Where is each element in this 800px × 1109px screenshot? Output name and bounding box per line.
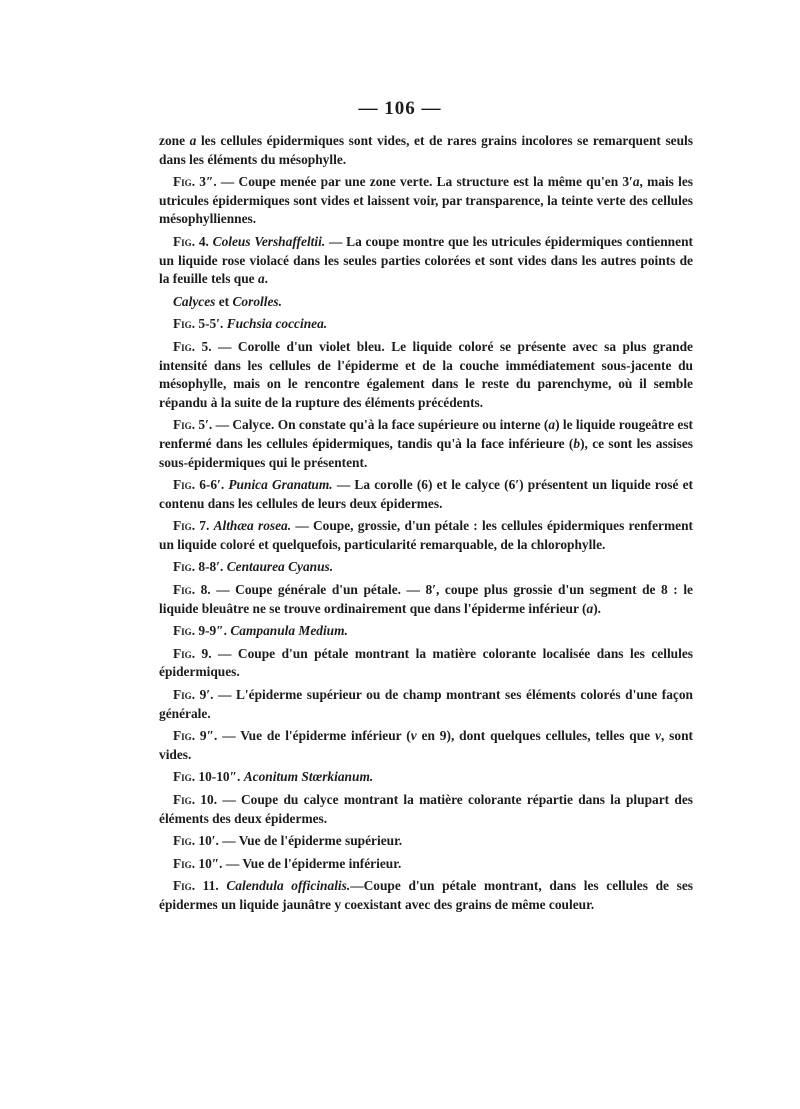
text-run: ), ce sont les assises sous-épidermiques qui le présentent. xyxy=(159,435,693,470)
italic-term: Calendula officinalis. xyxy=(226,878,351,894)
text-run: . 10″. — Vue de l'épiderme inférieur. xyxy=(191,855,402,871)
text-run: . 9′. — L'épiderme supérieur ou de champ montrant ses éléments colorés d'une façon générale. xyxy=(159,687,693,721)
paragraph xyxy=(159,338,693,412)
italic-term: Aconitum Stœrkianum. xyxy=(243,769,374,785)
text-run: et xyxy=(215,293,233,309)
paragraph xyxy=(159,855,693,874)
text-run: . 7. xyxy=(191,518,214,534)
text-run: les cellules épidermiques sont vides, et de rares grains incolores se remarquent seuls dans les éléments du mésophylle. xyxy=(159,133,693,167)
page-number: — 106 — xyxy=(358,98,442,119)
paragraph xyxy=(159,315,693,334)
paragraph xyxy=(159,686,693,723)
figure-label: Fig xyxy=(173,559,192,575)
text-run: . 5-5′. xyxy=(191,316,227,332)
paragraph xyxy=(159,581,693,618)
text-run: — La corolle (6) et le calyce (6′) présentent un liquide rosé et contenu dans les cellules de leurs deux épidermes. xyxy=(159,477,694,511)
text-run: . 10′. — Vue de l'épiderme supérieur. xyxy=(191,833,403,849)
paragraph xyxy=(159,233,693,289)
italic-term: Althæa rosea. xyxy=(213,518,292,534)
figure-label: Fig xyxy=(173,728,192,744)
italic-term: b xyxy=(573,435,581,451)
figure-label: Fig xyxy=(173,623,192,639)
text-run: . 5. — Corolle d'un violet bleu. Le liquide coloré se présente avec sa plus grande intensité dans les cellules de l'épiderme et de la couche immédiatement sous-jacente du mésophylle, mais on le rencontre également dans le reste du parenchyme, où il semble répandu à la suite de la rupture des éléments précédents. xyxy=(159,338,693,410)
text-run: . 8. — Coupe générale d'un pétale. — 8′, coupe plus grossie d'un segment de 8 : le liquide bleuâtre ne se trouve ordinairement que dans l'épiderme inférieur ( xyxy=(159,582,693,616)
italic-term: a xyxy=(189,133,197,148)
figure-label: Fig xyxy=(173,833,192,849)
paragraph xyxy=(159,877,693,914)
italic-term: a xyxy=(632,174,640,190)
text-run: en 9), dont quelques cellules, telles que xyxy=(416,728,655,744)
paragraph xyxy=(159,645,693,682)
text-run: , mais les utricules épidermiques sont vides et laissent voir, par transparence, la teinte verte des cellules mésophylliennes. xyxy=(159,174,693,227)
figure-label: Fig xyxy=(173,878,192,894)
text-run: — La coupe montre que les utricules épidermiques contiennent un liquide rose violacé dans les seules parties colorées et sont vides dans les autres points de la feuille tels que xyxy=(159,233,693,287)
text-run: . 8-8′. xyxy=(191,559,227,575)
text-run: ). xyxy=(593,600,602,616)
paragraph xyxy=(159,132,693,169)
figure-label: Fig xyxy=(173,645,192,661)
text-run: — Coupe, grossie, d'un pétale : les cellules épidermiques renferment un liquide coloré et quelquefois, particularité remarquable, de la chlorophylle. xyxy=(159,518,693,552)
paragraph xyxy=(159,791,693,828)
figure-label: Fig xyxy=(173,316,192,332)
italic-term: Punica Granatum. xyxy=(228,477,333,493)
italic-term: Centaurea Cyanus. xyxy=(226,559,334,575)
text-run: . 11. xyxy=(191,878,227,894)
figure-label: Fig xyxy=(173,792,192,807)
figure-label: Fig xyxy=(173,769,192,785)
text-run: . xyxy=(264,271,268,287)
paragraph xyxy=(159,293,693,312)
figure-label: Fig xyxy=(173,582,192,598)
italic-term: a xyxy=(586,600,594,616)
italic-term: a xyxy=(548,417,556,433)
italic-term: v xyxy=(410,728,417,744)
paragraph xyxy=(159,558,693,577)
figure-label: Fig xyxy=(173,477,192,493)
text-run: . 3″. — Coupe menée par une zone verte. La structure est la même qu'en 3′ xyxy=(191,174,633,190)
figure-label: Fig xyxy=(173,518,192,534)
italic-term: Coleus Vershaffeltii. xyxy=(212,233,326,249)
paragraph xyxy=(159,727,693,764)
paragraph xyxy=(159,517,693,554)
figure-label: Fig xyxy=(173,233,192,249)
text-run: . 9. — Coupe d'un pétale montrant la matière colorante localisée dans les cellules épidermiques. xyxy=(159,645,693,680)
italic-term: Calyces xyxy=(173,293,216,309)
paragraph xyxy=(159,173,693,229)
italic-term: a xyxy=(257,271,265,287)
figure-label: Fig xyxy=(173,417,192,433)
text-run: . 10. — Coupe du calyce montrant la matière colorante répartie dans la plupart des éléments des deux épidermes. xyxy=(159,792,693,826)
paragraph xyxy=(159,768,693,787)
paragraph xyxy=(159,622,693,641)
italic-term: Fuchsia coccinea. xyxy=(226,316,328,332)
figure-label: Fig xyxy=(173,338,192,354)
paragraph xyxy=(159,832,693,851)
text-run: —Coupe d'un pétale montrant, dans les cellules de ses épidermes un liquide jaunâtre y coexistant avec des grains de même couleur. xyxy=(159,878,694,912)
text-run: . 4. xyxy=(191,233,213,249)
text-run: , sont vides. xyxy=(159,728,693,762)
text-run: . 9″. — Vue de l'épiderme inférieur ( xyxy=(191,728,411,744)
text-run: . 5′. — Calyce. On constate qu'à la face supérieure ou interne ( xyxy=(191,417,549,433)
text-run: . 10-10″. xyxy=(191,769,244,785)
italic-term: v xyxy=(655,728,661,744)
paragraph xyxy=(159,476,693,513)
italic-term: Corolles. xyxy=(232,293,282,309)
text-run: zone xyxy=(159,133,190,148)
text-run: . 9-9″. xyxy=(191,623,231,639)
body-text xyxy=(159,132,693,919)
italic-term: Campanula Medium. xyxy=(230,623,348,639)
paragraph xyxy=(159,416,693,472)
figure-label: Fig xyxy=(173,855,192,871)
figure-label: Fig xyxy=(173,687,192,703)
text-run: ) le liquide rougeâtre est renfermé dans les cellules épidermiques, tandis qu'à la face inférieure ( xyxy=(159,417,693,451)
figure-label: Fig xyxy=(173,174,192,190)
text-run: . 6-6′. xyxy=(191,477,229,493)
